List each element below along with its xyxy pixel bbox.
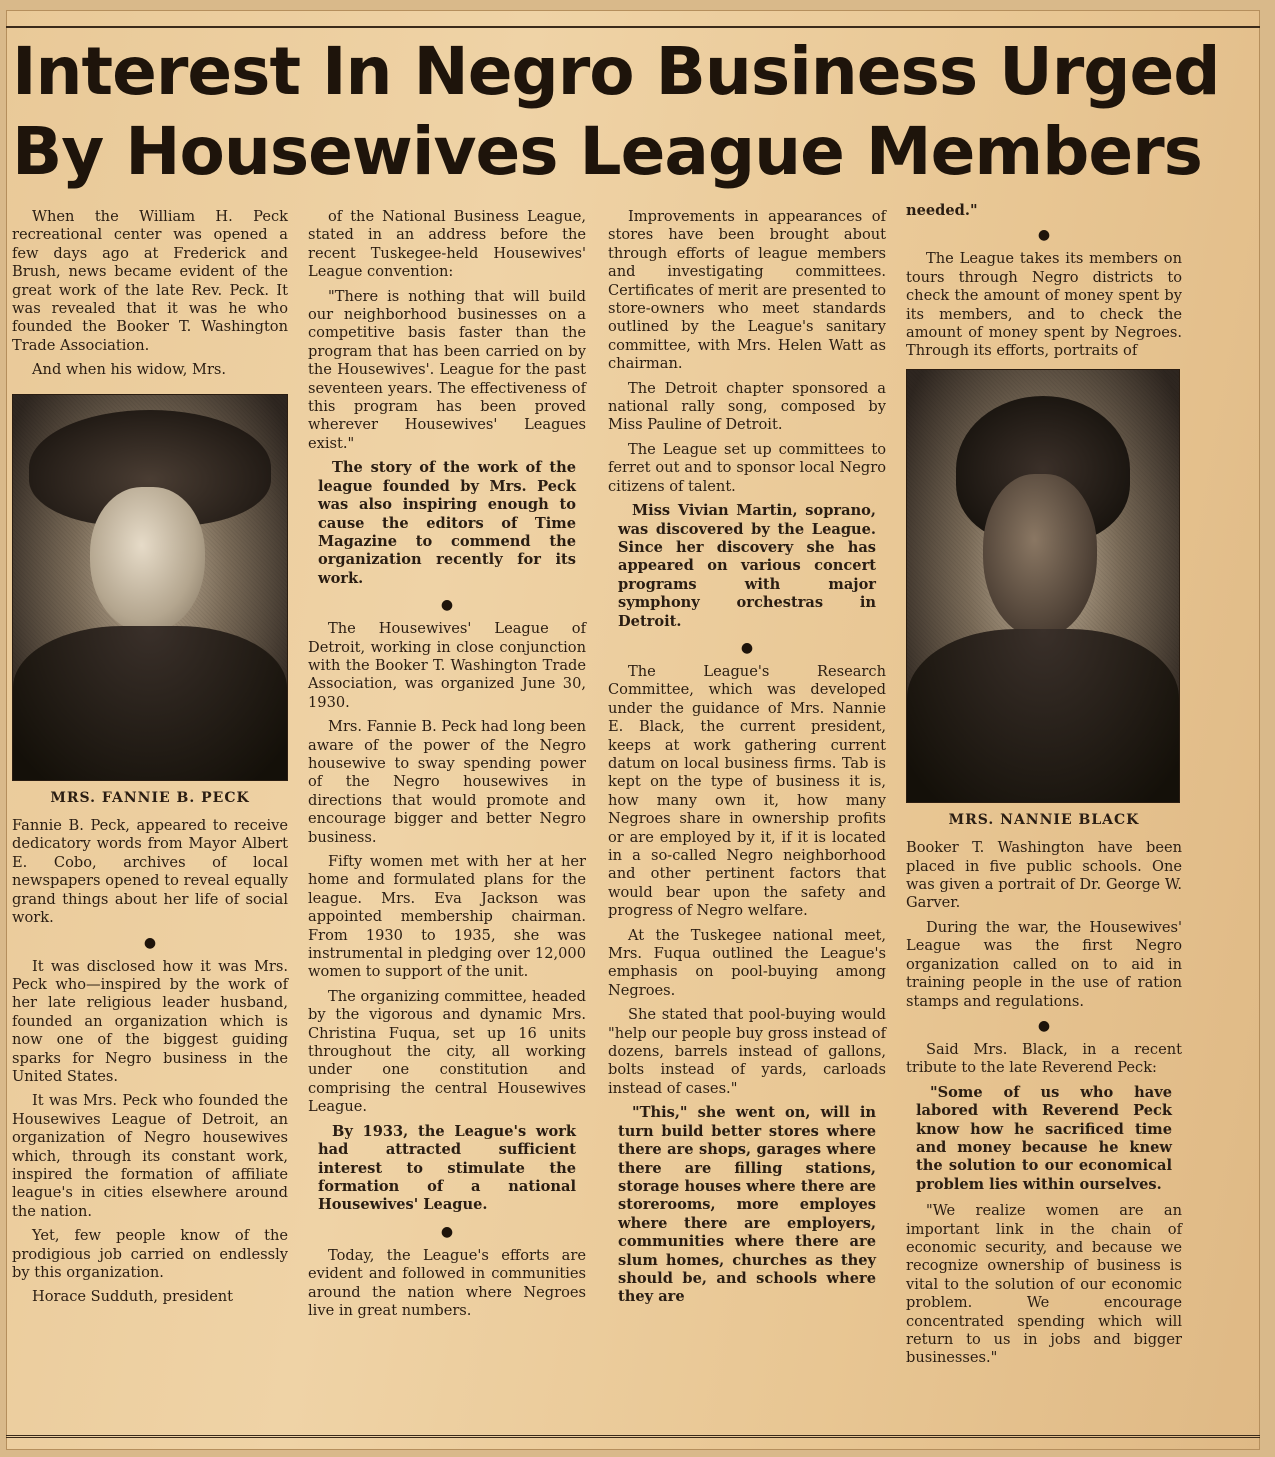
paragraph: needed." bbox=[906, 202, 978, 219]
paragraph: When the William H. Peck recreational center was opened a few days ago at Frederick and Brush, news became evident of the great work of the late Rev. Peck. It was revealed that it was he who founded the Booker T. Washington Trade Association. bbox=[12, 208, 288, 354]
paragraph: Fifty women met with her at her home and formulated plans for the league. Mrs. Eva Jackson was appointed membership chairman. From 1930 to 1935, she was instrumental in pledging over 12,000 women to support of the unit. bbox=[308, 853, 586, 981]
photo-caption: MRS. NANNIE BLACK bbox=[948, 811, 1140, 828]
paragraph: The organizing committee, headed by the vigorous and dynamic Mrs. Christina Fuqua, set up 16 units throughout the city, all working under one constitution and comprising the central Housewives League. bbox=[308, 987, 586, 1116]
paragraph: She stated that pool-buying would "help our people buy gross instead of dozens, barrels instead of gallons, bolts instead of yards, carloads instead of cases." bbox=[608, 1006, 886, 1097]
paragraph: And when his widow, Mrs. bbox=[32, 361, 227, 379]
headline-line-2: By Housewives League Members bbox=[12, 113, 1202, 190]
paragraph: Today, the League's efforts are evident and followed in communities around the nation where Negroes live in great numbers. bbox=[308, 1246, 586, 1319]
bold-paragraph: "This," she went on, will in turn build better stores where there are shops, garages where there are filling stations, storage houses where there are storerooms, more employes where there are employers, communities where there are slum homes, churches as they should be, and schools where they are bbox=[618, 1104, 876, 1306]
paragraph: During the war, the Housewives' League was the first Negro organization called on to aid in training people in the use of ration stamps and regulations. bbox=[906, 918, 1182, 1010]
bullet-separator: ● bbox=[1037, 1017, 1051, 1034]
photo-caption: MRS. FANNIE B. PECK bbox=[50, 789, 250, 806]
bold-paragraph: The story of the work of the league founded by Mrs. Peck was also inspiring enough to cause the editors of Time Magazine to commend the organization recently for its work. bbox=[318, 459, 576, 587]
paragraph: of the National Business League, stated in an address before the recent Tuskegee-held Housewives' League convention: bbox=[308, 208, 586, 281]
top-edge-strip bbox=[6, 10, 1260, 28]
paragraph: It was Mrs. Peck who founded the Housewives League of Detroit, an organization of Negro housewives which, through its constant work, inspired the formation of affiliate league's in cities elsewhere around the nation. bbox=[12, 1092, 288, 1220]
bullet-separator: ● bbox=[440, 1223, 454, 1240]
paragraph: Improvements in appearances of stores have been brought about through efforts of league members and investigating committees. Certificates of merit are presented to store-owners who meet standards outlined by the League's sanitary committee, with Mrs. Helen Watt as chairman. bbox=[608, 208, 886, 373]
column-1 bbox=[12, 208, 288, 1313]
paragraph: Horace Sudduth, president bbox=[32, 1288, 234, 1306]
paragraph: Yet, few people know of the prodigious job carried on endlessly by this organization. bbox=[12, 1227, 288, 1281]
portrait-nannie-black bbox=[906, 369, 1180, 803]
bullet-separator: ● bbox=[143, 934, 157, 951]
paragraph: Booker T. Washington have been placed in five public schools. One was given a portrait of Dr. George W. Garver. bbox=[906, 839, 1182, 912]
paragraph: "There is nothing that will build our neighborhood businesses on a competitive basis faster than the program that has been carried on by the Housewives'. League for the past seventeen years. The effectiveness of this program has been proved wherever Housewives' Leagues exist." bbox=[308, 287, 586, 452]
bottom-rule bbox=[6, 1435, 1260, 1438]
paragraph: Mrs. Fannie B. Peck had long been aware of the power of the Negro housewive to sway spending power of the Negro housewives in directions that would promote and encourage bigger and better Negro business. bbox=[308, 718, 586, 846]
bold-paragraph: By 1933, the League's work had attracted sufficient interest to stimulate the formation of a national Housewives' League. bbox=[318, 1122, 576, 1214]
paragraph: "We realize women are an important link in the chain of economic security, and because we recognize ownership of business is vital to the solution of our economic problem. We encourage concentrated spending which will return to us in jobs and bigger businesses." bbox=[906, 1202, 1182, 1367]
bullet-separator: ● bbox=[1037, 227, 1051, 244]
newspaper-clipping bbox=[6, 10, 1260, 1450]
headline-line-1: Interest In Negro Business Urged bbox=[12, 33, 1220, 110]
paragraph: The Detroit chapter sponsored a national rally song, composed by Miss Pauline of Detroit. bbox=[608, 379, 886, 434]
headline bbox=[12, 32, 1252, 192]
paragraph: The League's Research Committee, which was developed under the guidance of Mrs. Nannie E. Black, the current president, keeps at work gathering current datum on local business firms. Tab is kept on the type of business it is, how many own it, how many Negroes share in ownership profits or are employed by it, if it is located in a so-called Negro neighborhood and other pertinent factors that would bear upon the safety and progress of Negro welfare. bbox=[608, 662, 886, 920]
bullet-separator: ● bbox=[440, 597, 454, 614]
paragraph: The League takes its members on tours through Negro districts to check the amount of money spent by its members, and to check the amount of money spent by Negroes. Through its efforts, portraits of bbox=[906, 250, 1182, 360]
column-2 bbox=[308, 208, 586, 1326]
paragraph: It was disclosed how it was Mrs. Peck who—inspired by the work of her late religious leader husband, founded an organization which is now one of the biggest guiding sparks for Negro business in the United States. bbox=[12, 957, 288, 1085]
paragraph: Fannie B. Peck, appeared to receive dedicatory words from Mayor Albert E. Cobo, archives of local newspapers opened to reveal equally grand things about her life of social work. bbox=[12, 817, 288, 927]
bold-paragraph: Miss Vivian Martin, soprano, was discovered by the League. Since her discovery she has appeared on various concert programs with major symphony orchestras in Detroit. bbox=[618, 502, 876, 630]
paragraph: Said Mrs. Black, in a recent tribute to the late Reverend Peck: bbox=[906, 1040, 1182, 1077]
portrait-fannie-peck bbox=[12, 394, 288, 781]
column-4 bbox=[906, 202, 1182, 1374]
paragraph: The League set up committees to ferret out and to sponsor local Negro citizens of talent. bbox=[608, 440, 886, 495]
column-3 bbox=[608, 208, 886, 1315]
paragraph: At the Tuskegee national meet, Mrs. Fuqua outlined the League's emphasis on pool-buying among Negroes. bbox=[608, 926, 886, 999]
bullet-separator: ● bbox=[740, 639, 754, 656]
paragraph: The Housewives' League of Detroit, working in close conjunction with the Booker T. Washington Trade Association, was organized June 30, 1930. bbox=[308, 620, 586, 711]
bold-paragraph: "Some of us who have labored with Reverend Peck know how he sacrificed time and money because he knew the solution to our economical problem lies within ourselves. bbox=[916, 1083, 1172, 1193]
